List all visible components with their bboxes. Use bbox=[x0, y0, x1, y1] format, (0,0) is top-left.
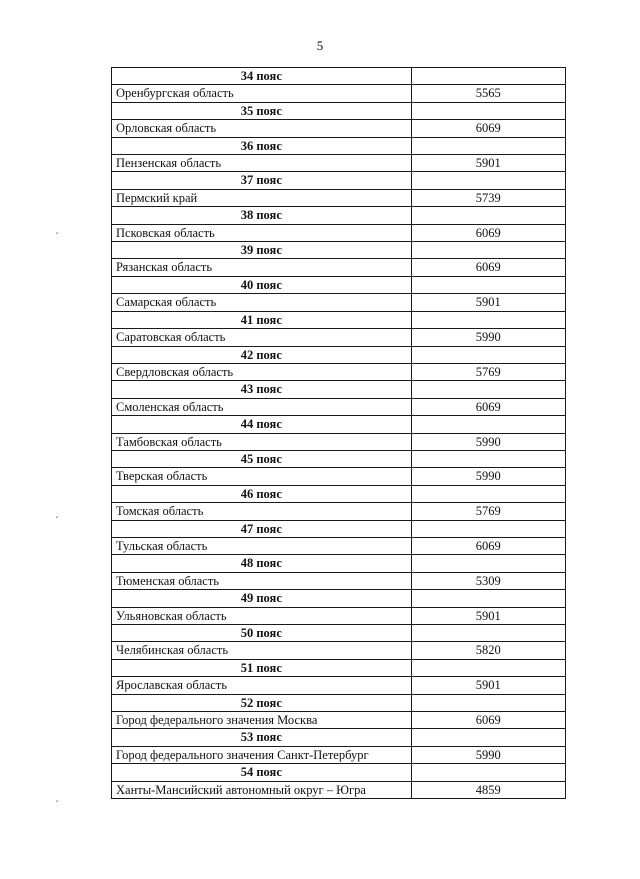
zone-empty-cell bbox=[411, 381, 565, 398]
region-value: 5739 bbox=[411, 189, 565, 206]
region-row bbox=[112, 259, 566, 276]
region-name: Тамбовская область bbox=[112, 433, 412, 450]
zone-empty-cell bbox=[411, 729, 565, 746]
zone-header-row bbox=[112, 207, 566, 224]
zone-label: 36 пояс bbox=[112, 137, 412, 154]
region-name: Свердловская область bbox=[112, 363, 412, 380]
region-row bbox=[112, 468, 566, 485]
region-name: Смоленская область bbox=[112, 398, 412, 415]
zone-label: 50 пояс bbox=[112, 625, 412, 642]
region-value: 5990 bbox=[411, 433, 565, 450]
zone-header-row bbox=[112, 137, 566, 154]
region-name: Орловская область bbox=[112, 120, 412, 137]
zone-label: 48 пояс bbox=[112, 555, 412, 572]
region-row bbox=[112, 781, 566, 798]
zone-empty-cell bbox=[411, 659, 565, 676]
zone-header-row bbox=[112, 381, 566, 398]
page-number: 5 bbox=[316, 38, 324, 53]
zone-empty-cell bbox=[411, 555, 565, 572]
zone-header-row bbox=[112, 694, 566, 711]
region-name: Томская область bbox=[112, 503, 412, 520]
margin-mark: ˊ bbox=[54, 800, 59, 811]
margin-mark: ˊ bbox=[54, 232, 59, 243]
zone-empty-cell bbox=[411, 450, 565, 467]
zone-empty-cell bbox=[411, 137, 565, 154]
region-value: 5901 bbox=[411, 155, 565, 172]
region-row bbox=[112, 712, 566, 729]
region-value: 5990 bbox=[411, 329, 565, 346]
region-value: 5990 bbox=[411, 468, 565, 485]
region-name: Город федерального значения Москва bbox=[112, 712, 412, 729]
zone-empty-cell bbox=[411, 102, 565, 119]
price-zone-table bbox=[111, 67, 566, 799]
region-row bbox=[112, 294, 566, 311]
zone-label: 41 пояс bbox=[112, 311, 412, 328]
region-row bbox=[112, 642, 566, 659]
zone-empty-cell bbox=[411, 68, 565, 85]
region-row bbox=[112, 537, 566, 554]
zone-empty-cell bbox=[411, 625, 565, 642]
region-name: Самарская область bbox=[112, 294, 412, 311]
region-row bbox=[112, 398, 566, 415]
zone-empty-cell bbox=[411, 764, 565, 781]
region-name: Рязанская область bbox=[112, 259, 412, 276]
zone-label: 39 пояс bbox=[112, 242, 412, 259]
region-value: 6069 bbox=[411, 398, 565, 415]
zone-header-row bbox=[112, 450, 566, 467]
zone-label: 37 пояс bbox=[112, 172, 412, 189]
margin-mark: ˊ bbox=[54, 516, 59, 527]
region-name: Пензенская область bbox=[112, 155, 412, 172]
region-value: 6069 bbox=[411, 537, 565, 554]
region-value: 5565 bbox=[411, 85, 565, 102]
zone-empty-cell bbox=[411, 242, 565, 259]
zone-label: 47 пояс bbox=[112, 520, 412, 537]
region-value: 5309 bbox=[411, 572, 565, 589]
zone-label: 38 пояс bbox=[112, 207, 412, 224]
zone-header-row bbox=[112, 242, 566, 259]
region-name: Челябинская область bbox=[112, 642, 412, 659]
zone-header-row bbox=[112, 659, 566, 676]
zone-empty-cell bbox=[411, 694, 565, 711]
region-name: Город федерального значения Санкт-Петербург bbox=[112, 746, 412, 763]
region-value: 5769 bbox=[411, 503, 565, 520]
zone-label: 43 пояс bbox=[112, 381, 412, 398]
region-row bbox=[112, 189, 566, 206]
region-row bbox=[112, 155, 566, 172]
zone-label: 42 пояс bbox=[112, 346, 412, 363]
zone-header-row bbox=[112, 346, 566, 363]
zone-empty-cell bbox=[411, 276, 565, 293]
zone-header-row bbox=[112, 485, 566, 502]
region-row bbox=[112, 433, 566, 450]
region-row bbox=[112, 363, 566, 380]
zone-empty-cell bbox=[411, 346, 565, 363]
region-row bbox=[112, 120, 566, 137]
region-name: Тверская область bbox=[112, 468, 412, 485]
region-value: 6069 bbox=[411, 259, 565, 276]
zone-label: 44 пояс bbox=[112, 416, 412, 433]
region-value: 4859 bbox=[411, 781, 565, 798]
zone-header-row bbox=[112, 311, 566, 328]
zone-label: 52 пояс bbox=[112, 694, 412, 711]
region-value: 6069 bbox=[411, 224, 565, 241]
region-name: Псковская область bbox=[112, 224, 412, 241]
region-name: Ярославская область bbox=[112, 677, 412, 694]
region-name: Тюменская область bbox=[112, 572, 412, 589]
region-value: 6069 bbox=[411, 120, 565, 137]
region-row bbox=[112, 224, 566, 241]
zone-label: 35 пояс bbox=[112, 102, 412, 119]
region-value: 5820 bbox=[411, 642, 565, 659]
region-row bbox=[112, 85, 566, 102]
zone-header-row bbox=[112, 172, 566, 189]
zone-label: 40 пояс bbox=[112, 276, 412, 293]
region-name: Тульская область bbox=[112, 537, 412, 554]
zone-header-row bbox=[112, 764, 566, 781]
zone-label: 54 пояс bbox=[112, 764, 412, 781]
zone-header-row bbox=[112, 416, 566, 433]
zone-table-body bbox=[112, 68, 566, 799]
region-value: 5769 bbox=[411, 363, 565, 380]
zone-label: 46 пояс bbox=[112, 485, 412, 502]
zone-label: 49 пояс bbox=[112, 590, 412, 607]
region-name: Ханты-Мансийский автономный округ – Югра bbox=[112, 781, 412, 798]
zone-label: 51 пояс bbox=[112, 659, 412, 676]
region-value: 5990 bbox=[411, 746, 565, 763]
region-value: 5901 bbox=[411, 677, 565, 694]
region-row bbox=[112, 329, 566, 346]
zone-empty-cell bbox=[411, 416, 565, 433]
zone-header-row bbox=[112, 520, 566, 537]
region-name: Пермский край bbox=[112, 189, 412, 206]
region-name: Ульяновская область bbox=[112, 607, 412, 624]
region-name: Саратовская область bbox=[112, 329, 412, 346]
zone-header-row bbox=[112, 555, 566, 572]
zone-header-row bbox=[112, 729, 566, 746]
region-value: 5901 bbox=[411, 294, 565, 311]
zone-empty-cell bbox=[411, 172, 565, 189]
region-row bbox=[112, 677, 566, 694]
region-row bbox=[112, 607, 566, 624]
zone-empty-cell bbox=[411, 485, 565, 502]
zone-header-row bbox=[112, 68, 566, 85]
zone-header-row bbox=[112, 625, 566, 642]
zone-empty-cell bbox=[411, 520, 565, 537]
zone-empty-cell bbox=[411, 311, 565, 328]
region-value: 6069 bbox=[411, 712, 565, 729]
zone-header-row bbox=[112, 276, 566, 293]
region-name: Оренбургская область bbox=[112, 85, 412, 102]
zone-label: 34 пояс bbox=[112, 68, 412, 85]
region-row bbox=[112, 572, 566, 589]
region-row bbox=[112, 503, 566, 520]
zone-empty-cell bbox=[411, 207, 565, 224]
zone-empty-cell bbox=[411, 590, 565, 607]
zone-header-row bbox=[112, 102, 566, 119]
zone-label: 45 пояс bbox=[112, 450, 412, 467]
region-row bbox=[112, 746, 566, 763]
region-value: 5901 bbox=[411, 607, 565, 624]
zone-header-row bbox=[112, 590, 566, 607]
zone-label: 53 пояс bbox=[112, 729, 412, 746]
